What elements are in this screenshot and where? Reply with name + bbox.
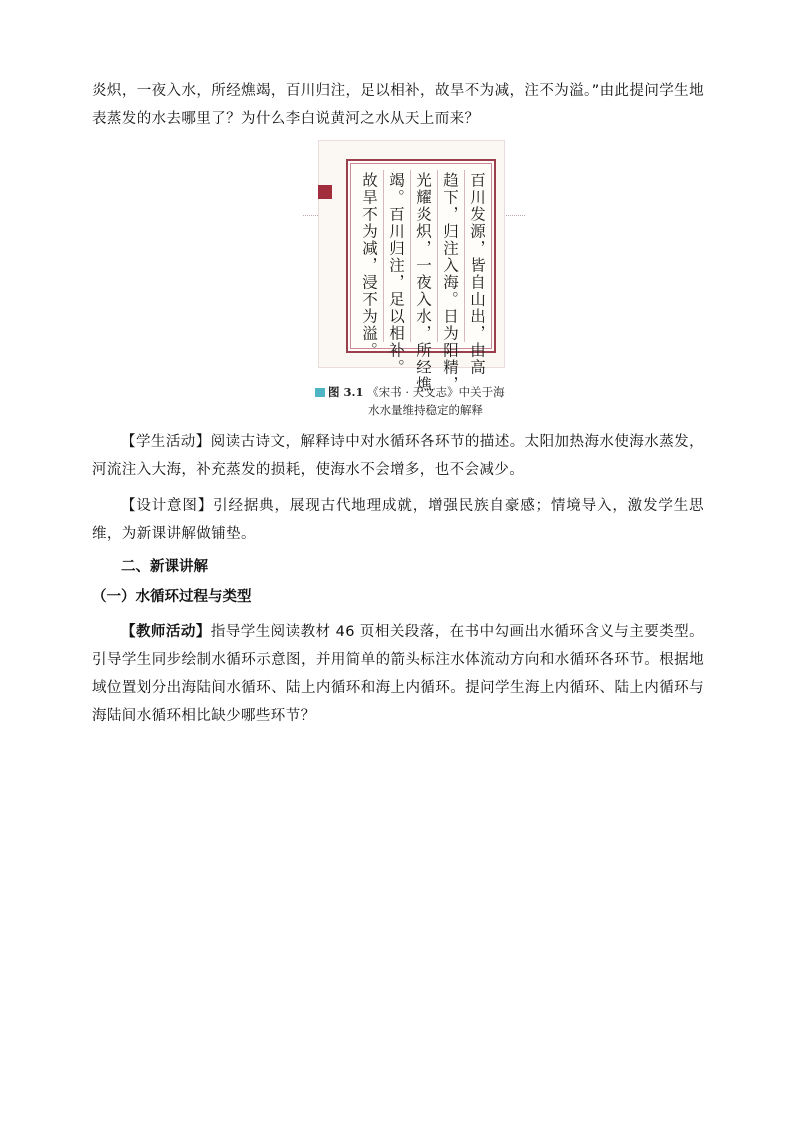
figure-number: 图 3.1 [328, 385, 364, 399]
figure-text-column-5: 故旱不为减，浸不为溢。 [360, 172, 378, 359]
figure-text-column-1: 百川发源，皆自山出，由高 [468, 172, 486, 376]
caption-marker-icon [315, 388, 325, 397]
figure-caption [328, 383, 513, 419]
figure-song-shu-tianwenzhi [303, 138, 525, 417]
figure-dotted-line-right [503, 215, 525, 216]
student-activity-tag: 【学生活动】 [121, 434, 211, 450]
figure-bookmark-tab [318, 185, 332, 199]
student-activity-paragraph [92, 428, 704, 484]
student-activity-text: 阅读古诗文，解释诗中对水循环各环节的描述。太阳加热海水使海水蒸发，河流注入大海，补充蒸发的损耗，使海水不会增多，也不会减少。 [92, 434, 704, 478]
figure-text-column-2: 趋下，归注入海。日为阳精， [441, 172, 459, 393]
teacher-activity-paragraph [92, 618, 704, 730]
figure-caption-line-1: 《宋书 · 天文志》中关于海 [367, 385, 505, 399]
column-rule [437, 170, 438, 342]
column-rule [383, 170, 384, 342]
subsection-heading-water-cycle: （一）水循环过程与类型 [92, 589, 252, 605]
figure-text-column-4: 竭。百川归注，足以相补。 [387, 172, 405, 376]
teacher-activity-tag: 【教师活动】 [121, 624, 211, 640]
design-intent-tag: 【设计意图】 [121, 498, 214, 514]
column-rule [464, 170, 465, 342]
intro-paragraph: 炎炽，一夜入水，所经燋竭，百川归注，足以相补，故旱不为减，注不为溢。”由此提问学生地表蒸发的水去哪里了？为什么李白说黄河之水从天上而来？ [92, 83, 704, 127]
figure-text-column-3: 光耀炎炽，一夜入水，所经燋 [414, 172, 432, 393]
design-intent-text: 引经据典，展现古代地理成就，增强民族自豪感；情境导入，激发学生思维，为新课讲解做铺垫。 [92, 498, 704, 542]
teacher-activity-text: 指导学生阅读教材 46 页相关段落，在书中勾画出水循环含义与主要类型。引导学生同步绘制水循环示意图，并用简单的箭头标注水体流动方向和水循环各环节。根据地域位置划分出海陆间水循环、陆上内循环和海上内循环。提问学生海上内循环、陆上内循环与海陆间水循环相比缺少哪些环节？ [92, 624, 705, 724]
figure-caption-line-2: 水水量维持稳定的解释 [368, 403, 483, 417]
column-rule [410, 170, 411, 342]
section-heading-new-lesson: 二、新课讲解 [121, 559, 208, 575]
design-intent-paragraph [92, 492, 704, 548]
figure-dotted-line-left [303, 215, 318, 216]
